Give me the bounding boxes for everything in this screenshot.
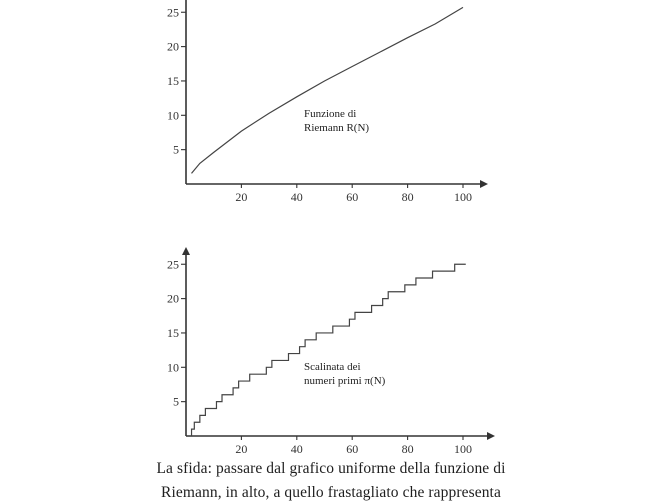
bottom-y-tick-label-20: 20 [167, 291, 179, 306]
top-x-tick-label-80: 80 [401, 190, 414, 204]
top-x-tick-label-100: 100 [454, 190, 472, 204]
bottom-x-tick-label-80: 80 [401, 442, 414, 456]
caption-line-2: Riemann, in alto, a quello frastagliato che rappresenta [161, 484, 501, 501]
top-x-tick-label-60: 60 [346, 190, 359, 204]
bottom-x-ticks [235, 436, 472, 456]
bottom-x-tick-label-60: 60 [346, 442, 359, 456]
staircase-label-line2: numeri primi π(N) [304, 375, 386, 387]
bottom-y-tick-label-10: 10 [167, 360, 179, 375]
bottom-y-tick-label-5: 5 [173, 394, 179, 409]
top-y-tick-label-25: 25 [167, 5, 179, 20]
staircase-label-line1: Scalinata dei [304, 361, 361, 373]
riemann-chart [167, 0, 486, 204]
top-y-tick-label-10: 10 [167, 108, 179, 123]
top-y-tick-label-20: 20 [167, 39, 179, 54]
top-y-tick-label-5: 5 [173, 142, 179, 157]
prime-staircase-chart [167, 249, 493, 456]
top-y-ticks [167, 5, 186, 156]
top-x-tick-label-40: 40 [290, 190, 303, 204]
riemann-label-line1: Funzione di [304, 108, 357, 120]
top-y-tick-label-15: 15 [167, 73, 179, 88]
prime-staircase [188, 264, 466, 436]
bottom-x-tick-label-100: 100 [454, 442, 472, 456]
top-x-ticks [235, 184, 472, 204]
bottom-y-tick-label-25: 25 [167, 257, 179, 272]
bottom-x-tick-label-20: 20 [235, 442, 248, 456]
caption-line-1: La sfida: passare dal grafico uniforme della funzione di [156, 460, 506, 477]
bottom-x-tick-label-40: 40 [290, 442, 303, 456]
bottom-y-ticks [167, 257, 186, 408]
riemann-label-line2: Riemann R(N) [304, 122, 370, 134]
top-x-tick-label-20: 20 [235, 190, 248, 204]
riemann-curve [192, 7, 464, 173]
bottom-y-tick-label-15: 15 [167, 325, 179, 340]
